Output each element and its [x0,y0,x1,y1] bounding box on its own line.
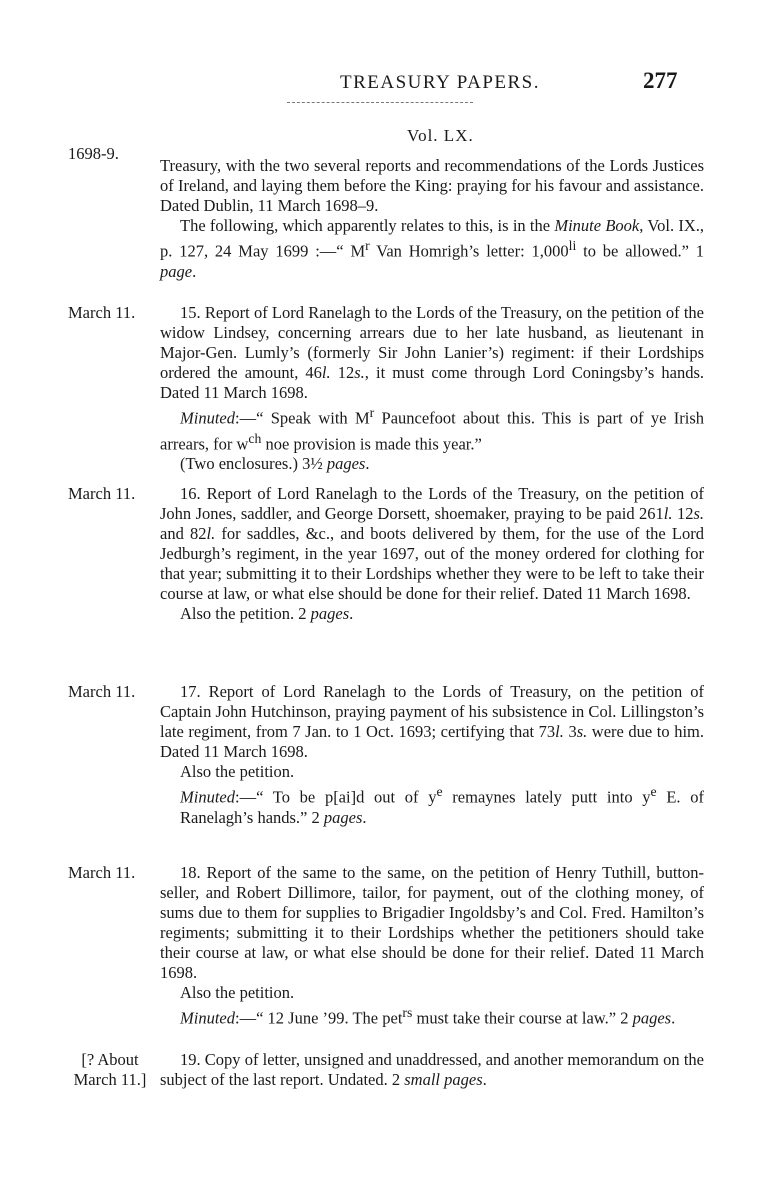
entry-date: March 11. [68,682,136,701]
entry-text: 15. Report of Lord Ranelagh to the Lords of the Treasury, on the petition of the widow Lindsey, concerning arrears due to her late husband, as lieutenant in Major-Gen. Lumly’s (formerly Sir John Lanier’s) regiment: if their Lordships ordered the amount, 46l. 12s., it must come through Lord Coningsby’s hands. Dated 11 March 1698. [160,303,705,402]
entry-note: The following, which apparently relates to this, is in the Minute Book, Vol. IX., p. 127, 24 May 1699 :—“ $M^r$ Van Homrigh’s letter: $1,000^{li}$ to be allowed.” 1 page. [160,216,705,281]
entry-text: 18. Report of the same to the same, on the petition of Henry Tuthill, button-seller, and Robert Dillimore, tailor, for payment, out of the clothing money, of sums due to them for supplies to Brigadier Ingoldsby’s and Col. Fred. Hamilton’s regiments; submitting it to their Lordships whether the petitioners should take their course at law, or what else should be done for their relief. Dated 11 March 1698. [160,863,704,982]
entry-16 [160,484,704,624]
entry-date: March 11. [68,484,136,503]
entry-date: March 11. [68,303,136,322]
entry-minute: Minuted:—“ To be p[ai]d out of $y^e$ remaynes lately putt into $y^e$ E. of Ranelagh’s hands.” 2 pages. [180,784,704,827]
entry-15 [160,303,704,474]
entry-text: 19. Copy of letter, unsigned and unaddressed, and another memorandum on the subject of the last report. Undated. 2 small pages. [160,1050,704,1089]
header-rule [287,102,473,103]
entry-petition: Also the petition. 2 pages. [180,604,354,623]
entry-date: 1698-9. [68,144,119,163]
entry-date: March 11. [68,863,136,882]
entry-minute: Minuted:—“ 12 June ’99. The pet$^{rs}$ must take their course at law.” 2 pages. [180,1005,676,1028]
entry-17 [160,682,704,828]
entry-text: Treasury, with the two several reports and recommendations of the Lords Justices of Ireland, and laying them before the King: praying for his favour and assistance. Dated Dublin, 11 March 1698–9. [160,156,704,215]
volume-heading: Vol. LX. [407,126,474,145]
entry-enclosures: (Two enclosures.) 3½ pages. [180,454,370,473]
entry-minute: Minuted:—“ Speak with $M^r$ Pauncefoot about this. This is part of ye Irish arrears, for $w^{ch}$ noe provision is made this year.” [160,405,704,453]
entry-text: 17. Report of Lord Ranelagh to the Lords of Treasury, on the petition of Captain John Hutchinson, praying payment of his subsistence in Col. Lillingston’s late regiment, from 7 Jan. to 1 Oct. 1693; certifying that 73l. 3s. were due to him. Dated 11 March 1698. [160,682,704,761]
page-header-title: TREASURY PAPERS. [340,72,540,93]
entry-petition: Also the petition. [180,762,295,781]
entry-continuation [160,156,704,282]
entry-text: 16. Report of Lord Ranelagh to the Lords of the Treasury, on the petition of John Jones, saddler, and George Dorsett, shoemaker, praying to be paid 261l. 12s. and 82l. for saddles, &c., and boots delivered by them, for the use of the Lord Jedburgh’s regiment, in the year 1697, out of the money ordered for clothing for that year; submitting it to their Lordships whether they were to be left to take their course at law, or what else should be done for their relief. Dated 11 March 1698. [160,484,705,603]
entry-petition: Also the petition. [180,983,295,1002]
entry-18 [160,863,704,1029]
entry-date: [? About March 11.] [73,1050,147,1089]
page-number: 277 [643,68,678,93]
entry-19 [160,1050,704,1090]
